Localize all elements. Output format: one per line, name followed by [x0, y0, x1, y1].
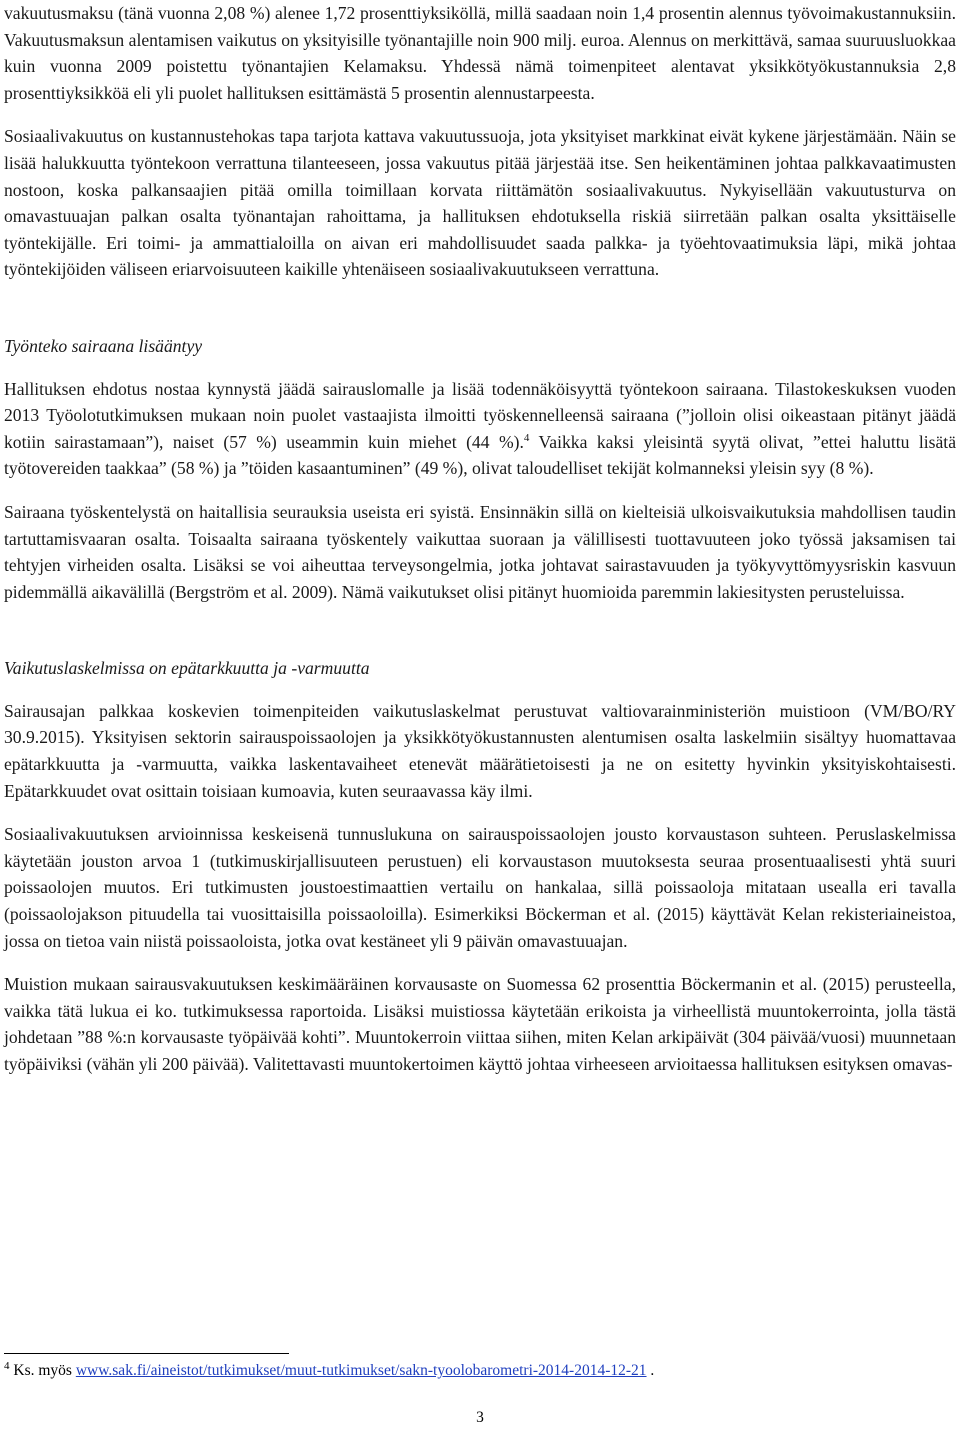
footnote-reference: 4: [523, 431, 530, 444]
footnote-separator: [4, 1353, 289, 1354]
footnote-text: .: [646, 1362, 655, 1379]
footnote-marker: 4: [4, 1359, 10, 1372]
section-heading: Työnteko sairaana lisääntyy: [4, 335, 203, 356]
body-paragraph: Sosiaalivakuutuksen arvioinnissa keskeisenä tunnuslukuna on sairauspoissaolojen jousto korvaustason suhteen. Peruslaskelmissa käytetään jouston arvoa 1 (tutkimuskirjallisuuteen perustuen) eli korvaustason muutoksesta seuraa prosentuaalisesti yhtä suuri poissaolojen muutos. Eri tutkimusten joustoestimaattien vertailu on hankalaa, sillä poissaoloja mitataan usealla eri tavalla (poissaolojakson pituudella tai vuosittaisilla poissaoloilla). Esimerkiksi Böckerman et al. (2015) käyttävät Kelan rekisteriaineistoa, jossa on tietoa vain niistä poissaoloista, jotka ovat kestäneet yli 9 päivän omavastuuajan.: [4, 824, 956, 951]
footnote-link[interactable]: www.sak.fi/aineistot/tutkimukset/muut-tutkimukset/sakn-tyoolobarometri-2014-2014-12-21: [75, 1362, 647, 1379]
page-number: 3: [476, 1409, 484, 1426]
body-paragraph: Muistion mukaan sairausvakuutuksen keskimääräinen korvausaste on Suomessa 62 prosenttia Böckermanin et al. (2015) perusteella, vaikka tätä lukua ei ko. tutkimuksessa raportoida. Lisäksi muistiossa käytetään erikoista ja virheellistä muuntokerrointa, jolla tästä johdetaan ”88 %:n korvausaste työpäivää kohti”. Muuntokerroin viittaa siihen, miten Kelan arkipäivät (304 päivää/vuosi) muunnetaan työpäiviksi (vähän yli 200 päivää). Valitettavasti muuntokertoimen käyttö johtaa virheeseen arvioitaessa hallituksen esityksen omavas-: [4, 974, 956, 1074]
paragraph-text: Vaikka kaksi yleisintä syytä olivat, ”ettei haluttu lisätä työtovereiden taakkaa” (58 %) ja ”töiden kasaantuminen” (49 %), olivat taloudelliset tekijät kolmanneksi yleisin syy (8 %).: [4, 431, 956, 479]
body-paragraph: vakuutusmaksu (tänä vuonna 2,08 %) alenee 1,72 prosenttiyksiköllä, millä saadaan noin 1,4 prosentin alennus työvoimakustannuksiin. Vakuutusmaksun alentamisen vaikutus on yksityisille työnantajille noin 900 milj. euroa. Alennus on merkittävä, samaa suuruusluokkaa kuin vuonna 2009 poistettu työnantajien Kelamaksu. Yhdessä nämä toimenpiteet alentavat yksikkötyökustannuksia 2,8 prosenttiyksikköä eli yli puolet hallituksen esittämästä 5 prosentin alennustarpeesta.: [4, 3, 956, 103]
paragraph-text: Hallituksen ehdotus nostaa kynnystä jäädä sairauslomalle ja lisää todennäköisyyttä työntekoon sairaana. Tilastokeskuksen vuoden 2013 Työolotutkimuksen mukaan noin puolet vastaajista ilmoitti työskennelleensä sairaana (”jolloin olisi oikeastaan pitänyt jäädä kotiin sairastamaan”), naiset (57 %) useammin kuin miehet (44 %).: [4, 378, 956, 452]
footnote-text: Ks. myös: [9, 1362, 76, 1379]
section-heading: Vaikutuslaskelmissa on epätarkkuutta ja -varmuutta: [4, 658, 370, 679]
footnote: [4, 1360, 654, 1382]
body-paragraph: Sosiaalivakuutus on kustannustehokas tapa tarjota kattava vakuutussuoja, jota yksityiset markkinat eivät kykene järjestämään. Näin se lisää halukkuutta työntekoon verrattuna tilanteeseen, jossa vakuutus pitää järjestää itse. Sen heikentäminen johtaa palkkavaatimusten nostoon, koska palkansaajien pitää omilla toimillaan korvata riittämätön sosiaalivakuutus. Nykyisellään vakuutusturva on omavastuuajan palkan osalta työnantajan rahoittama, ja hallituksen ehdotuksella riskiä siirretään palkan osalta yksittäiselle työntekijälle. Eri toimi- ja ammattialoilla on aivan eri mahdollisuudet saada palkka- ja työehtovaatimuksia läpi, mikä johtaa työntekijöiden väliseen eriarvoisuuteen kaikille yhtenäiseen sosiaalivakuutukseen verrattuna.: [4, 126, 956, 280]
body-paragraph: [4, 376, 956, 482]
body-paragraph: Sairaana työskentelystä on haitallisia seurauksia useista eri syistä. Ensinnäkin sillä on kielteisiä ulkoisvaikutuksia mahdollisen taudin tartuttamisvaaran osalta. Toisaalta sairaana työskentely vaikuttaa suoraan ja välillisesti tuottavuuteen joko työssä jaksamisen tai tehtyjen virheiden osalta. Lisäksi se voi aiheuttaa terveysongelmia, jotka johtavat sairastavuuden ja työkyvyttömyysriskin kasvuun pidemmällä aikavälillä (Bergström et al. 2009). Nämä vaikutukset olisi pitänyt huomioida paremmin lakiesitysten perusteluissa.: [4, 501, 956, 602]
body-paragraph: Sairausajan palkkaa koskevien toimenpiteiden vaikutuslaskelmat perustuvat valtiovarainministeriön muistioon (VM/BO/RY 30.9.2015). Yksityisen sektorin sairauspoissaolojen ja yksikkötyökustannusten alentumisen osalta laskelmiin sisältyy huomattavaa epätarkkuutta ja -varmuutta, vaikka laskentavaiheet etenevät määrätietoisesti ja ne on esitetty hyvinkin yksityiskohtaisesti. Epätarkkuudet ovat osittain toisiaan kumoavia, kuten seuraavassa käy ilmi.: [4, 700, 956, 801]
